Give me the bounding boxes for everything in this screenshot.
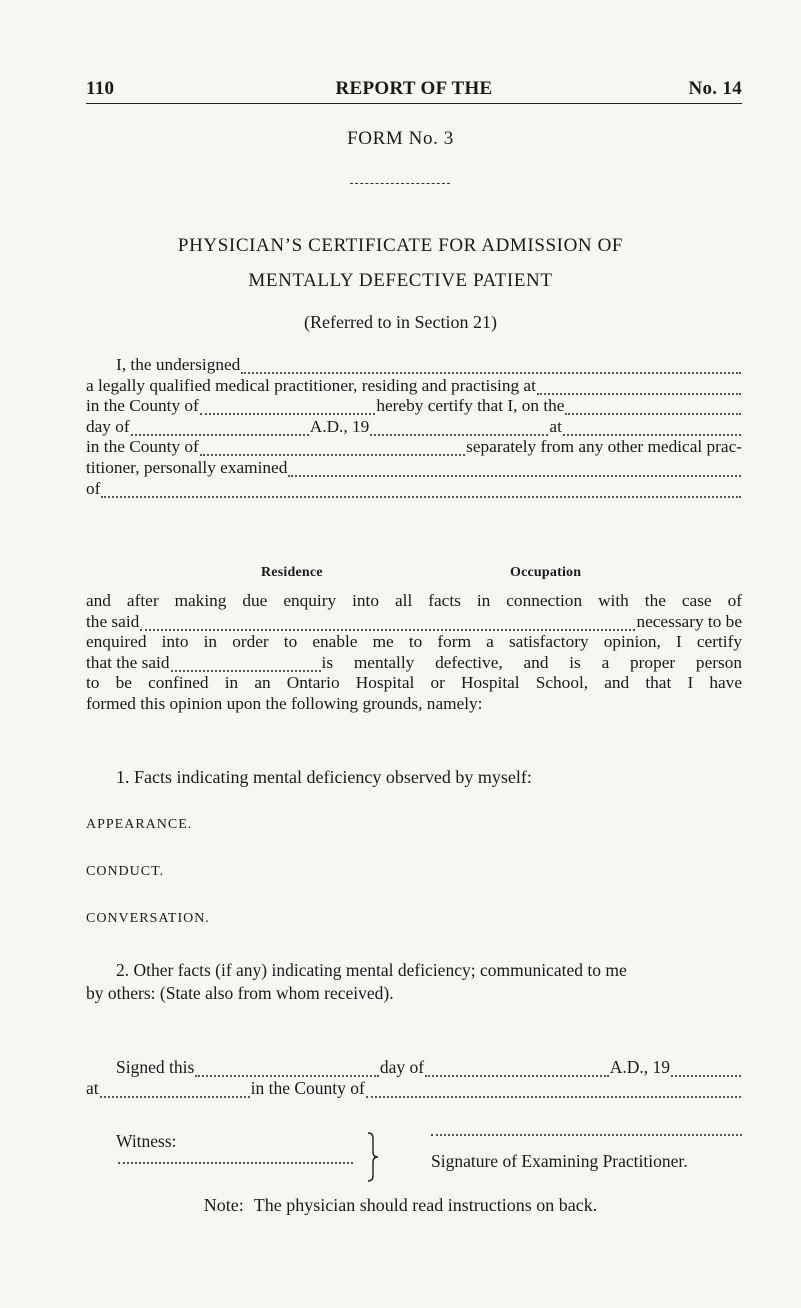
cert-line-4 (86, 417, 742, 438)
county-blank[interactable] (200, 401, 376, 411)
occupation-caption: Occupation (510, 565, 582, 580)
note-text: The physician should read instructions on back. (253, 1195, 598, 1215)
cert-text: I, the undersigned (116, 355, 241, 374)
cert-line-3 (86, 396, 742, 417)
signing-block (86, 1056, 742, 1097)
cert-text: titioner, personally examined (86, 457, 288, 477)
witness-label: Witness: (116, 1131, 177, 1151)
exam-year-blank[interactable] (370, 422, 548, 432)
cert-line-6 (86, 458, 742, 479)
signature-caption: Signature of Examining Practitioner. (431, 1151, 688, 1171)
running-header (86, 78, 742, 104)
exam-day-blank[interactable] (565, 401, 741, 411)
residence-caption: Residence (261, 565, 323, 580)
patient-blank[interactable] (171, 658, 321, 668)
cert-text: in the County of (86, 396, 199, 416)
footnote (0, 1195, 801, 1216)
cert-text: at (549, 416, 562, 436)
sign-text: in the County of (250, 1077, 365, 1098)
enquiry-text: is mentally defective, and is a proper person (321, 652, 742, 672)
signed-year-blank[interactable] (671, 1063, 741, 1073)
header-rule (86, 103, 742, 104)
enquiry-line-5 (86, 673, 742, 694)
form-title-line-1: PHYSICIAN’S CERTIFICATE FOR ADMISSION OF (177, 235, 624, 256)
patient-name-blank[interactable] (288, 463, 741, 473)
signed-month-blank[interactable] (425, 1063, 609, 1073)
exam-month-blank[interactable] (131, 422, 309, 432)
facts-item-2-line-2: by others: (State also from whom received). (86, 983, 394, 1003)
enquiry-text: the said (86, 611, 140, 631)
cert-text: A.D., 19 (309, 416, 370, 436)
enquiry-text: enquired into in order to enable me to form a satisfactory opinion, I certify (86, 632, 742, 652)
said-name-blank[interactable] (140, 617, 635, 627)
exam-place-blank[interactable] (563, 422, 741, 432)
note-label: Note: (203, 1195, 244, 1215)
signed-place-blank[interactable] (100, 1084, 250, 1094)
cert-line-1 (86, 355, 742, 376)
enquiry-line-4 (86, 653, 742, 674)
form-title (0, 228, 801, 298)
residence-blank[interactable] (537, 381, 741, 391)
cert-text: of (86, 478, 101, 498)
enquiry-line-6 (86, 694, 742, 715)
title-divider (350, 183, 450, 184)
section-reference: (Referred to in Section 21) (304, 312, 497, 332)
signed-county-blank[interactable] (366, 1084, 741, 1094)
cert-line-7 (86, 479, 742, 500)
signed-place-line (86, 1077, 742, 1098)
sign-text: Signed this (116, 1057, 195, 1077)
enquiry-text: and after making due enquiry into all facts in connection with the case of (86, 591, 742, 610)
enquiry-line-3 (86, 632, 742, 653)
certificate-paragraph (86, 355, 742, 499)
facts-item-1: 1. Facts indicating mental deficiency observed by myself: (116, 767, 532, 787)
facts-item-2 (86, 959, 742, 1005)
cert-text: a legally qualified medical practitioner, residing and practising at (86, 375, 536, 395)
witness-signature-blank[interactable] (118, 1162, 353, 1164)
conduct-heading: CONDUCT. (86, 864, 165, 879)
residence-occupation-blank[interactable] (101, 484, 741, 494)
cert-text: in the County of (86, 437, 199, 457)
facts-item-2-line-1: 2. Other facts (if any) indicating mental deficiency; communicated to me (116, 960, 627, 980)
sign-text: A.D., 19 (609, 1057, 671, 1077)
enquiry-text: that the said (86, 652, 170, 672)
sign-text: day of (379, 1057, 425, 1077)
enquiry-line-1 (86, 591, 742, 612)
enquiry-text: formed this opinion upon the following grounds, namely: (86, 693, 483, 713)
practitioner-signature-blank[interactable] (431, 1134, 742, 1136)
exam-county-blank[interactable] (200, 442, 465, 452)
signed-day-blank[interactable] (195, 1063, 379, 1073)
enquiry-paragraph (86, 591, 742, 715)
cert-line-5 (86, 437, 742, 458)
name-blank[interactable] (241, 360, 741, 370)
cert-text: separately from any other medical prac- (466, 437, 742, 457)
enquiry-line-2 (86, 612, 742, 633)
signed-line (86, 1056, 742, 1077)
sign-text: at (86, 1077, 99, 1098)
form-number: FORM No. 3 (347, 128, 454, 149)
form-title-line-2: MENTALLY DEFECTIVE PATIENT (248, 270, 553, 291)
running-title: REPORT OF THE (335, 78, 493, 99)
enquiry-text: to be confined in an Ontario Hospital or Hospital School, and that I have (86, 673, 742, 693)
issue-number: No. 14 (688, 78, 742, 99)
cert-line-2 (86, 376, 742, 397)
page-number: 110 (86, 78, 115, 99)
appearance-heading: APPEARANCE. (86, 817, 193, 832)
enquiry-text: necessary to be (636, 611, 742, 631)
cert-text: day of (86, 416, 130, 436)
conversation-heading: CONVERSATION. (86, 911, 210, 926)
right-brace-icon (367, 1132, 379, 1182)
cert-text: hereby certify that I, on the (376, 396, 565, 416)
